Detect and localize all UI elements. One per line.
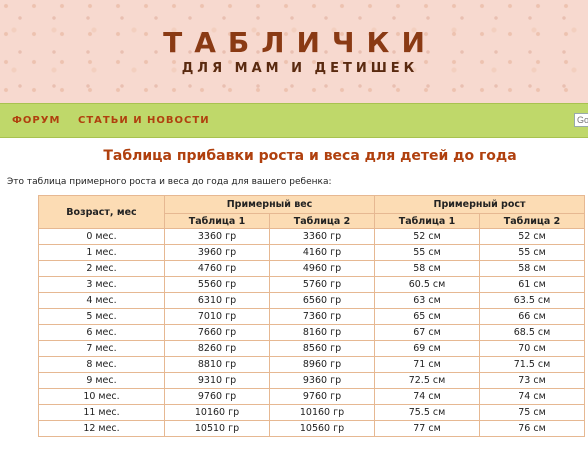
height-table1-cell: 60.5 см — [375, 277, 480, 293]
height-table1-cell: 65 см — [375, 309, 480, 325]
weight-table1-cell: 3960 гр — [165, 245, 270, 261]
weight-table1-cell: 5560 гр — [165, 277, 270, 293]
height-table2-cell: 58 см — [480, 261, 585, 277]
height-table2-cell: 55 см — [480, 245, 585, 261]
height-table1-cell: 67 см — [375, 325, 480, 341]
height-table1-cell: 58 см — [375, 261, 480, 277]
table-row — [39, 373, 585, 389]
age-cell: 10 мес. — [39, 389, 165, 405]
weight-table2-cell: 10560 гр — [270, 421, 375, 437]
site-title[interactable]: ТАБЛИЧКИ — [163, 26, 437, 59]
height-table2-cell: 76 см — [480, 421, 585, 437]
weight-table1-cell: 4760 гр — [165, 261, 270, 277]
height-table2-cell: 70 см — [480, 341, 585, 357]
height-table2-cell: 73 см — [480, 373, 585, 389]
weight-table2-cell: 4160 гр — [270, 245, 375, 261]
weight-table2-cell: 4960 гр — [270, 261, 375, 277]
table-row — [39, 309, 585, 325]
weight-table2-cell: 5760 гр — [270, 277, 375, 293]
age-cell: 6 мес. — [39, 325, 165, 341]
height-table1-cell: 63 см — [375, 293, 480, 309]
height-table2-cell: 63.5 см — [480, 293, 585, 309]
age-cell: 5 мес. — [39, 309, 165, 325]
height-table2-cell: 52 см — [480, 229, 585, 245]
weight-table2-cell: 7360 гр — [270, 309, 375, 325]
table-row — [39, 229, 585, 245]
height-table2-cell: 75 см — [480, 405, 585, 421]
table-row — [39, 421, 585, 437]
table-row — [39, 261, 585, 277]
age-cell: 12 мес. — [39, 421, 165, 437]
weight-table1-cell: 7010 гр — [165, 309, 270, 325]
height-table1-cell: 74 см — [375, 389, 480, 405]
intro-text: Это таблица примерного роста и веса до года для вашего ребенка: — [7, 177, 332, 187]
weight-table2-cell: 9760 гр — [270, 389, 375, 405]
age-cell: 9 мес. — [39, 373, 165, 389]
height-table2-cell: 68.5 см — [480, 325, 585, 341]
height-table1-cell: 75.5 см — [375, 405, 480, 421]
weight-table2-cell: 8160 гр — [270, 325, 375, 341]
height-table2-cell: 74 см — [480, 389, 585, 405]
age-cell: 7 мес. — [39, 341, 165, 357]
height-table2-header: Таблица 2 — [480, 214, 585, 229]
weight-table1-cell: 7660 гр — [165, 325, 270, 341]
page-title: Таблица прибавки роста и веса для детей до года — [103, 148, 517, 164]
weight-table1-cell: 10510 гр — [165, 421, 270, 437]
age-cell: 3 мес. — [39, 277, 165, 293]
weight-table1-cell: 10160 гр — [165, 405, 270, 421]
age-cell: 1 мес. — [39, 245, 165, 261]
height-table2-cell: 66 см — [480, 309, 585, 325]
nav-item-articles-news[interactable]: СТАТЬИ И НОВОСТИ — [78, 115, 210, 126]
table-row — [39, 357, 585, 373]
growth-table — [38, 195, 585, 437]
table-row — [39, 389, 585, 405]
weight-table1-cell: 8260 гр — [165, 341, 270, 357]
site-subtitle: ДЛЯ МАМ И ДЕТИШЕК — [181, 61, 419, 76]
weight-table2-cell: 6560 гр — [270, 293, 375, 309]
height-table1-cell: 52 см — [375, 229, 480, 245]
height-table1-cell: 69 см — [375, 341, 480, 357]
search-input[interactable] — [574, 113, 588, 127]
weight-table2-cell: 10160 гр — [270, 405, 375, 421]
weight-table1-cell: 9760 гр — [165, 389, 270, 405]
weight-table2-cell: 9360 гр — [270, 373, 375, 389]
height-table1-cell: 55 см — [375, 245, 480, 261]
site-header — [0, 0, 588, 103]
nav-bar — [0, 103, 588, 138]
weight-table1-cell: 9310 гр — [165, 373, 270, 389]
table-body — [39, 229, 585, 437]
height-table1-cell: 77 см — [375, 421, 480, 437]
height-table2-cell: 61 см — [480, 277, 585, 293]
weight-table1-cell: 3360 гр — [165, 229, 270, 245]
height-table1-cell: 71 см — [375, 357, 480, 373]
table-row — [39, 245, 585, 261]
weight-table2-cell: 8560 гр — [270, 341, 375, 357]
table-row — [39, 293, 585, 309]
age-cell: 11 мес. — [39, 405, 165, 421]
age-cell: 4 мес. — [39, 293, 165, 309]
age-cell: 8 мес. — [39, 357, 165, 373]
weight-table1-cell: 8810 гр — [165, 357, 270, 373]
height-table1-cell: 72.5 см — [375, 373, 480, 389]
weight-table2-cell: 3360 гр — [270, 229, 375, 245]
table-row — [39, 277, 585, 293]
height-table2-cell: 71.5 см — [480, 357, 585, 373]
table-row — [39, 325, 585, 341]
age-cell: 2 мес. — [39, 261, 165, 277]
height-table1-header: Таблица 1 — [375, 214, 480, 229]
height-header: Примерный рост — [375, 196, 585, 214]
table-row — [39, 341, 585, 357]
table-row — [39, 405, 585, 421]
weight-table1-cell: 6310 гр — [165, 293, 270, 309]
weight-table2-cell: 8960 гр — [270, 357, 375, 373]
weight-header: Примерный вес — [165, 196, 375, 214]
weight-table1-header: Таблица 1 — [165, 214, 270, 229]
age-cell: 0 мес. — [39, 229, 165, 245]
weight-table2-header: Таблица 2 — [270, 214, 375, 229]
nav-item-forum[interactable]: ФОРУМ — [12, 115, 61, 126]
age-header: Возраст, мес — [39, 196, 165, 229]
